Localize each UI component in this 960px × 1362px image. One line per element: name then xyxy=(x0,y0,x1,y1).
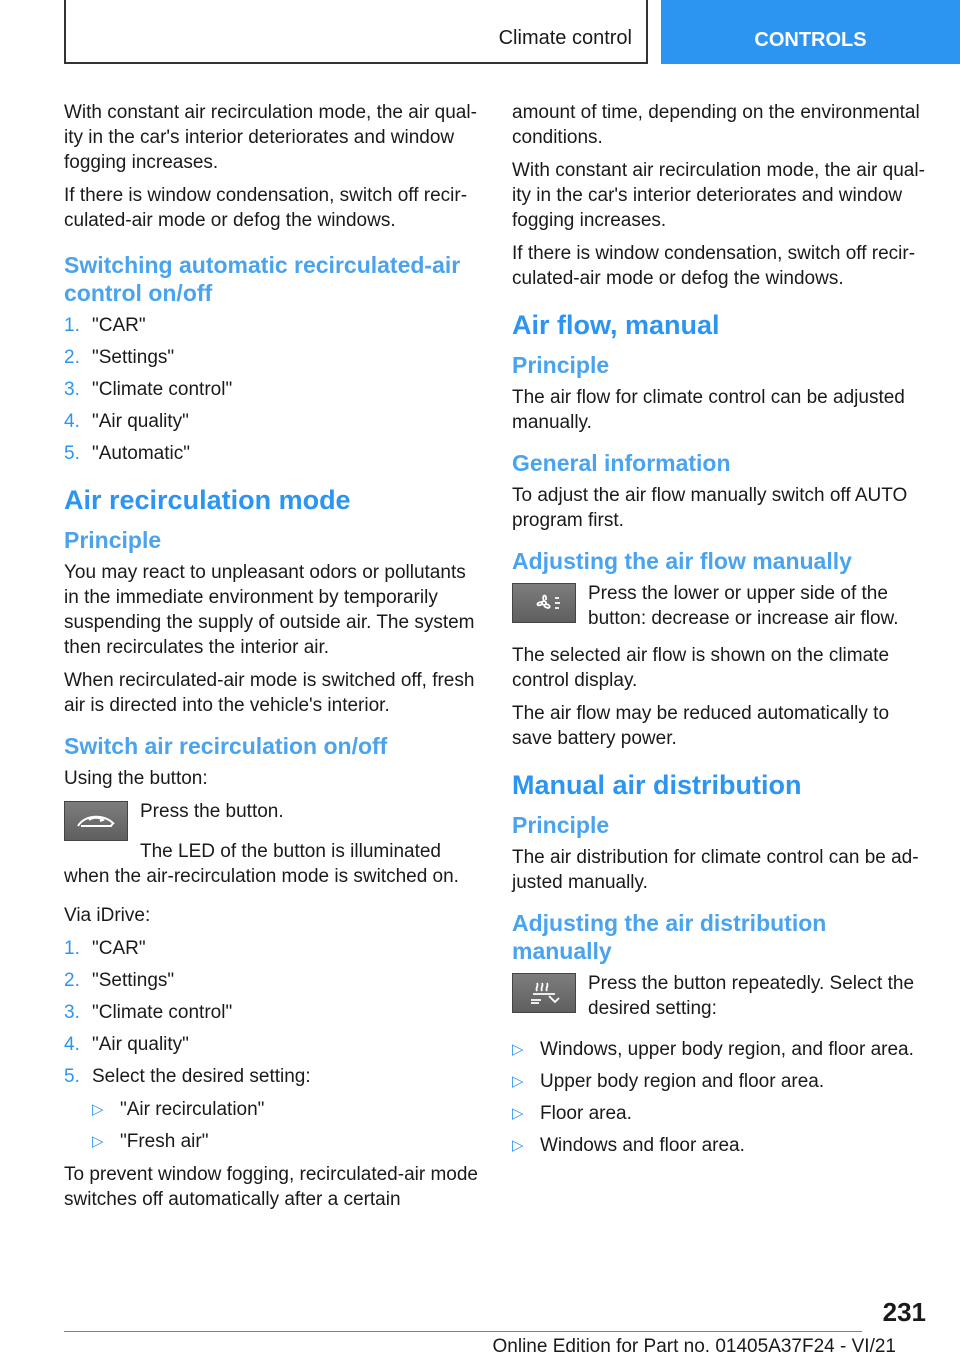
list-item: 5. "Automatic" xyxy=(64,443,190,464)
list-item: 1. "CAR" xyxy=(64,315,146,336)
right-column xyxy=(512,100,928,1166)
paragraph: Via iDrive: xyxy=(64,905,151,926)
list-item: ▷ "Fresh air" xyxy=(92,1131,209,1152)
list-item: ▷ Windows, upper body region, and floor area. xyxy=(512,1039,914,1060)
paragraph: The LED of the button is illuminated when the air-recirculation mode is switched on. xyxy=(64,841,459,887)
header-chapter-tab xyxy=(661,0,960,64)
list-item: 4. "Air quality" xyxy=(64,1034,189,1055)
list-item: 2. "Settings" xyxy=(64,970,175,991)
paragraph: Press the button. xyxy=(140,801,284,822)
heading-manual-air-distribution: Manual air distribution xyxy=(512,770,802,800)
paragraph: If there is window condensation, switch off recir-culated-air mode or defog the windows. xyxy=(64,185,468,231)
heading-principle: Principle xyxy=(64,527,162,553)
list-item: 5. Select the desired setting: xyxy=(64,1066,311,1087)
bullet-list xyxy=(512,1037,928,1158)
heading-principle: Principle xyxy=(512,352,610,378)
paragraph: You may react to unpleasant odors or pollutants in the immediate environment by temporarily suspending the supply of outside air. The system then recirculates the interior air. xyxy=(64,562,475,658)
heading-general-information: General information xyxy=(512,450,731,476)
paragraph: If there is window condensation, switch off recir-culated-air mode or defog the windows. xyxy=(512,243,916,289)
header-section-title: Climate control xyxy=(498,27,632,49)
header-chapter-title: CONTROLS xyxy=(754,29,867,51)
paragraph: Press the lower or upper side of the button: decrease or increase air flow. xyxy=(588,583,899,629)
heading-air-recirculation-mode: Air recirculation mode xyxy=(64,485,351,515)
footer-edition: Online Edition for Part no. 01405A37F24 - VI/21 xyxy=(492,1336,896,1357)
paragraph: amount of time, depending on the environmental conditions. xyxy=(512,102,920,148)
heading-principle: Principle xyxy=(512,812,610,838)
list-item: ▷ "Air recirculation" xyxy=(92,1099,265,1120)
air-distribution-button-icon xyxy=(512,973,576,1013)
fan-button-icon xyxy=(512,583,576,623)
list-item: 4. "Air quality" xyxy=(64,411,189,432)
air-flow-button-row xyxy=(512,581,928,635)
list-item: 1. "CAR" xyxy=(64,938,146,959)
paragraph: The selected air flow is shown on the climate control display. xyxy=(512,645,890,691)
heading-adjusting-air-flow: Adjusting the air flow manually xyxy=(512,548,852,574)
paragraph: Press the button repeatedly. Select the desired setting: xyxy=(588,973,915,1019)
recirculation-button-icon xyxy=(64,801,128,841)
heading-air-flow-manual: Air flow, manual xyxy=(512,310,720,340)
paragraph: The air distribution for climate control can be ad-justed manually. xyxy=(512,847,919,893)
paragraph: With constant air recirculation mode, the air qual-ity in the car's interior deteriorates and window fogging increases. xyxy=(512,160,925,231)
left-column xyxy=(64,100,482,1220)
recirculation-button-row xyxy=(64,799,482,841)
list-item: ▷ Upper body region and floor area. xyxy=(512,1071,825,1092)
heading-adjusting-air-distribution: Adjusting the air distribution manually xyxy=(512,910,827,964)
list-item: 2. "Settings" xyxy=(64,347,175,368)
air-distribution-button-row xyxy=(512,971,928,1025)
numbered-list xyxy=(64,936,482,1089)
heading-switching-automatic: Switching automatic recirculated-air control on/off xyxy=(64,252,461,306)
paragraph: The air flow for climate control can be adjusted manually. xyxy=(512,387,905,433)
paragraph: Using the button: xyxy=(64,768,208,789)
list-item: 3. "Climate control" xyxy=(64,379,233,400)
paragraph: To prevent window fogging, recirculated-air mode switches off automatically after a certain xyxy=(64,1164,478,1210)
bullet-list xyxy=(92,1097,482,1154)
list-item: ▷ Windows and floor area. xyxy=(512,1135,745,1156)
list-item: ▷ Floor area. xyxy=(512,1103,632,1124)
header-section-box xyxy=(64,0,648,64)
numbered-list xyxy=(64,313,482,466)
paragraph: The air flow may be reduced automatically to save battery power. xyxy=(512,703,890,749)
list-item: 3. "Climate control" xyxy=(64,1002,233,1023)
paragraph: To adjust the air flow manually switch off AUTO program first. xyxy=(512,485,908,531)
paragraph: With constant air recirculation mode, the air qual-ity in the car's interior deteriorates and window fogging increases. xyxy=(64,102,477,173)
page-number: 231 xyxy=(882,1297,926,1327)
paragraph: When recirculated-air mode is switched off, fresh air is directed into the vehicle's interior. xyxy=(64,670,475,716)
heading-switch-recirculation: Switch air recirculation on/off xyxy=(64,733,388,759)
footer-divider xyxy=(64,1331,862,1332)
